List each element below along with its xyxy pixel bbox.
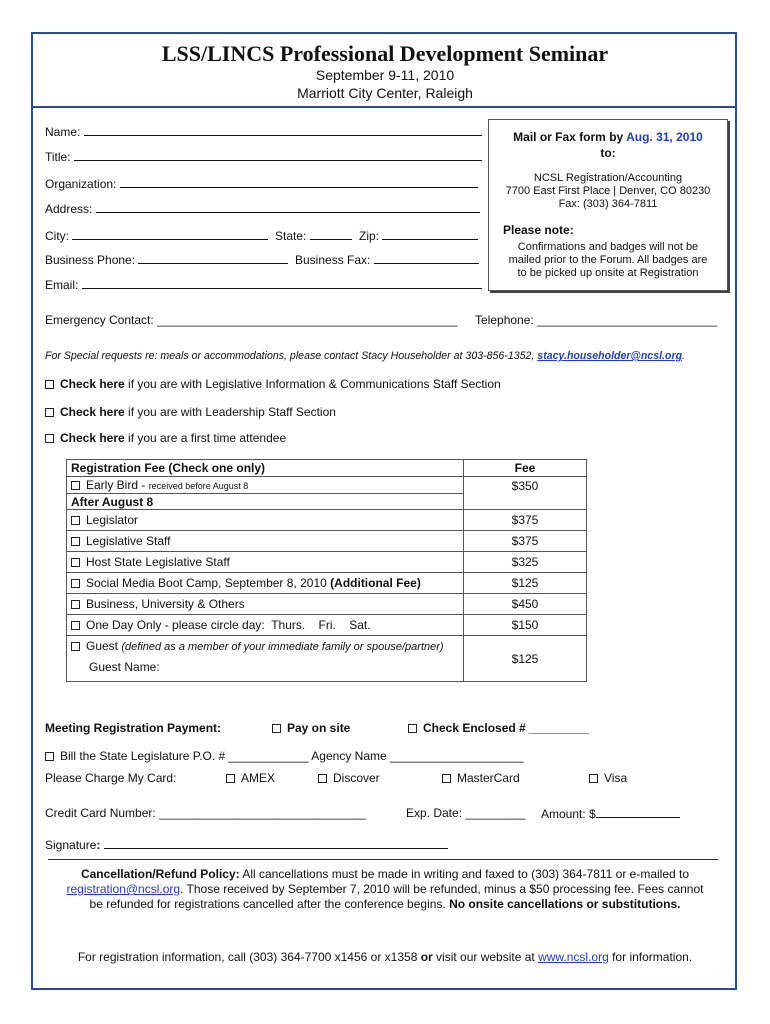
- checkbox[interactable]: [71, 642, 80, 651]
- check-first-time[interactable]: Check here if you are a first time attendee: [45, 431, 286, 445]
- check-leadership-section[interactable]: Check here if you are with Leadership Staff Section: [45, 405, 336, 419]
- discover-option[interactable]: Discover: [318, 771, 380, 785]
- title-field[interactable]: Title:: [45, 149, 482, 164]
- business-fax-field[interactable]: Business Fax:: [295, 252, 479, 267]
- check-enclosed-option[interactable]: Check Enclosed # _________: [408, 721, 589, 735]
- charge-card-label: Please Charge My Card:: [45, 771, 177, 785]
- social-media-fee: $125: [464, 573, 587, 594]
- state-field[interactable]: State:: [275, 228, 352, 243]
- fee-header: Fee: [464, 460, 587, 477]
- emergency-contact-field[interactable]: Emergency Contact: _____________________________________________: [45, 313, 458, 327]
- checkbox[interactable]: [318, 774, 327, 783]
- event-dates: September 9-11, 2010: [315, 67, 455, 83]
- mail-fax-box: [488, 119, 728, 291]
- po-option[interactable]: Bill the State Legislature P.O. # ____________ Agency Name ____________________: [45, 749, 523, 763]
- guest-option[interactable]: Guest (defined as a member of your immediate family or spouse/partner) Guest Name:: [67, 636, 464, 682]
- checkbox[interactable]: [45, 380, 54, 389]
- mail-deadline: Mail or Fax form by Aug. 31, 2010: [513, 130, 703, 144]
- fee-type-header: Registration Fee (Check one only): [67, 460, 464, 477]
- legislator-option[interactable]: Legislator: [67, 510, 464, 531]
- business-option[interactable]: Business, University & Others: [67, 594, 464, 615]
- amount-field[interactable]: Amount: $: [541, 806, 680, 821]
- footer-info: For registration information, call (303) 364-7700 x1456 or x1358 or visit our website at www.ncsl.org for information.: [77, 950, 693, 964]
- policy-line-1: Cancellation/Refund Policy: All cancellations must be made in writing and faxed to (303) 364-7811 or e-mailed to: [80, 867, 690, 881]
- checkbox[interactable]: [272, 724, 281, 733]
- payment-heading: Meeting Registration Payment:: [45, 721, 222, 735]
- policy-divider: [48, 859, 718, 860]
- visa-option[interactable]: Visa: [589, 771, 627, 785]
- note-line-3: to be picked up onsite at Registration: [517, 267, 699, 279]
- legislative-staff-option[interactable]: Legislative Staff: [67, 531, 464, 552]
- telephone-field[interactable]: Telephone: ___________________________: [475, 313, 718, 327]
- contact-email-link[interactable]: stacy.householder@ncsl.org: [537, 350, 683, 362]
- signature-field[interactable]: Signature:: [45, 837, 448, 852]
- note-line-1: Confirmations and badges will not be: [517, 241, 699, 253]
- checkbox[interactable]: [45, 434, 54, 443]
- checkbox[interactable]: [71, 579, 80, 588]
- checkbox[interactable]: [45, 408, 54, 417]
- note-line-2: mailed prior to the Forum. All badges are: [508, 254, 708, 266]
- address-line-2: 7700 East First Place | Denver, CO 80230: [505, 185, 711, 197]
- zip-field[interactable]: Zip:: [359, 228, 478, 243]
- organization-field[interactable]: Organization:: [45, 176, 478, 191]
- header-divider: [33, 106, 737, 108]
- checkbox[interactable]: [442, 774, 451, 783]
- exp-date-field[interactable]: Exp. Date: _________: [406, 806, 526, 820]
- checkbox[interactable]: [71, 516, 80, 525]
- checkbox[interactable]: [71, 481, 80, 490]
- one-day-fee: $150: [464, 615, 587, 636]
- checkbox[interactable]: [71, 600, 80, 609]
- checkbox[interactable]: [408, 724, 417, 733]
- registration-email-link[interactable]: registration@ncsl.org: [66, 882, 181, 896]
- guest-name-field[interactable]: Guest Name:: [89, 660, 160, 674]
- page-title: LSS/LINCS Professional Development Seminar: [161, 41, 609, 66]
- checkbox[interactable]: [71, 537, 80, 546]
- note-heading: Please note:: [503, 223, 574, 237]
- checkbox[interactable]: [45, 752, 54, 761]
- legislative-staff-fee: $375: [464, 531, 587, 552]
- credit-card-number-field[interactable]: Credit Card Number: _______________________________: [45, 806, 366, 820]
- city-field[interactable]: City:: [45, 228, 268, 243]
- guest-fee: $125: [464, 636, 587, 682]
- name-field[interactable]: Name:: [45, 124, 482, 139]
- policy-line-2: registration@ncsl.org. Those received by September 7, 2010 will be refunded, minus a $50 processing fee. Fees cannot: [66, 882, 704, 896]
- website-link[interactable]: www.ncsl.org: [538, 950, 609, 964]
- address-line-1: NCSL Registration/Accounting: [533, 172, 683, 184]
- email-field[interactable]: Email:: [45, 277, 482, 292]
- business-phone-field[interactable]: Business Phone:: [45, 252, 288, 267]
- checkbox[interactable]: [71, 558, 80, 567]
- pay-on-site-option[interactable]: Pay on site: [272, 721, 350, 735]
- check-lics-section[interactable]: Check here if you are with Legislative Information & Communications Staff Section: [45, 377, 501, 391]
- fax-number: Fax: (303) 364-7811: [558, 198, 658, 210]
- after-august-heading: After August 8: [67, 494, 464, 510]
- address-field[interactable]: Address:: [45, 201, 480, 216]
- early-bird-fee: $350: [464, 477, 587, 510]
- registration-fee-table: [66, 459, 587, 682]
- social-media-option[interactable]: Social Media Boot Camp, September 8, 2010 (Additional Fee): [67, 573, 464, 594]
- mastercard-option[interactable]: MasterCard: [442, 771, 520, 785]
- amex-option[interactable]: AMEX: [226, 771, 275, 785]
- one-day-option[interactable]: One Day Only - please circle day: Thurs. Fri. Sat.: [67, 615, 464, 636]
- mail-to: to:: [600, 146, 616, 160]
- checkbox[interactable]: [589, 774, 598, 783]
- policy-line-3: be refunded for registrations cancelled after the conference begins. No onsite cancellations or substitutions.: [89, 897, 681, 911]
- checkbox[interactable]: [71, 621, 80, 630]
- event-venue: Marriott City Center, Raleigh: [297, 85, 473, 101]
- business-fee: $450: [464, 594, 587, 615]
- host-state-staff-fee: $325: [464, 552, 587, 573]
- host-state-staff-option[interactable]: Host State Legislative Staff: [67, 552, 464, 573]
- checkbox[interactable]: [226, 774, 235, 783]
- early-bird-option[interactable]: Early Bird - received before August 8: [67, 477, 464, 494]
- special-requests: For Special requests re: meals or accommodations, please contact Stacy Householder at 303-856-1352, stacy.householder@ncsl.org.: [45, 350, 685, 362]
- legislator-fee: $375: [464, 510, 587, 531]
